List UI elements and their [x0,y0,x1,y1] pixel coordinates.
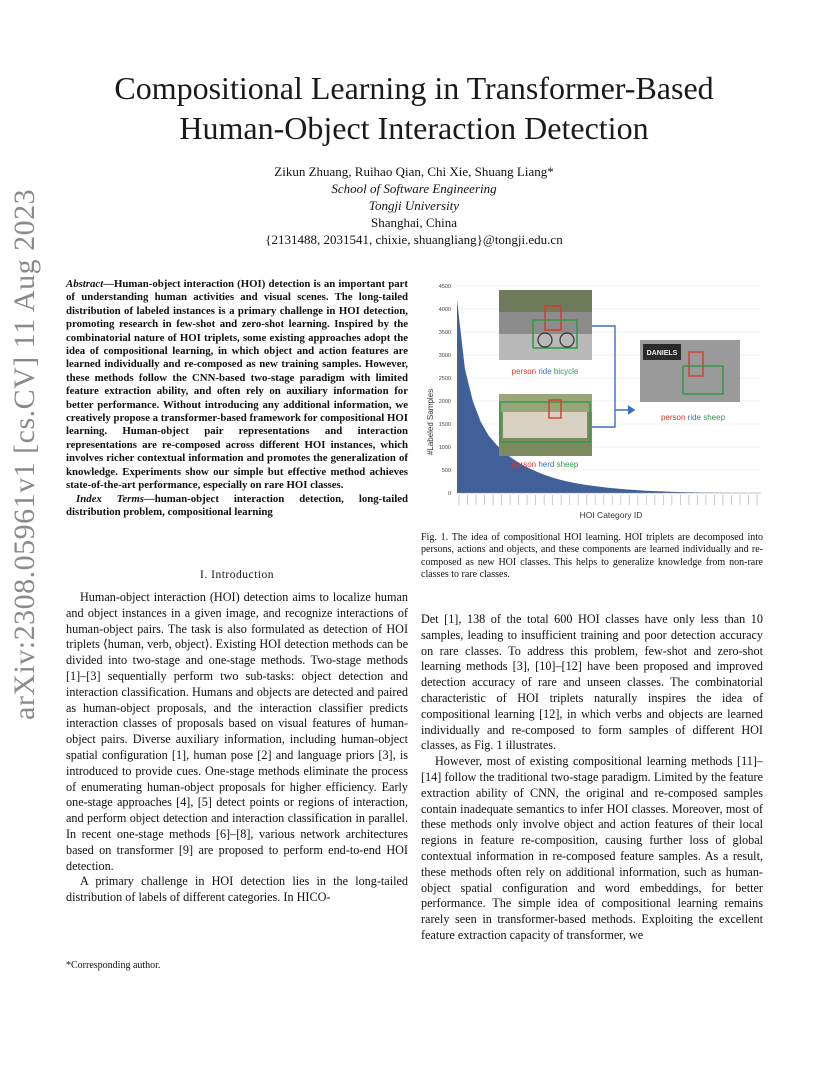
title-line-1: Compositional Learning in Transformer-Based [114,70,714,106]
index-terms-text: —human-object interaction detection, long-tailed distribution problem, compositional learning [66,492,409,518]
composition-arrows [592,326,634,427]
right-paragraph-1: Det [1], 138 of the total 600 HOI classes have only less than 10 samples, leading to insufficient training and poor detection accuracy on rare classes. To address this problem, few-shot and zero-shot learning methods [3], [10]–[12] have been proposed and improved detection accuracy of rare and unseen classes. The combinatorial characteristic of HOI triplets naturally inspires the idea of compositional learning [12], in which verbs and objects are learned individually and re-composed to form samples of different HOI classes, as Fig. 1 illustrates. [421,612,763,753]
y-tick-label: 4000 [438,307,451,313]
x-axis-ticks [459,495,757,505]
y-tick-label: 1000 [438,445,451,451]
y-tick-label: 0 [447,491,451,497]
affiliation-university: Tongji University [368,198,460,213]
figure-caption: Fig. 1. The idea of compositional HOI learning. HOI triplets are decomposed into persons, actions and objects, and these components are learned individually and re-composed as new HOI classes. This helps to generalize knowledge from non-rare classes to rare classes. [421,532,763,581]
photo-person-ride-bicycle [499,290,592,360]
author-block [150,163,678,248]
affiliation-school: School of Software Engineering [331,181,497,196]
right-paragraph-2: However, most of existing compositional learning methods [11]–[14] follow the traditional two-stage paradigm. Limited by the feature extraction ability of CNN, the original and re-composed samples contain inadequate semantics to infer HOI classes. Moreover, most of these methods only involve object and action features of their local regions in feature re-composition, causing further loss of global contextual information in re-composed feature samples. As a result, these methods often rely on additional information, such as human-object spatial configuration and word embeddings, for better performance. The simple idea of compositional learning remains rarely seen in transformer-based methods. Exploiting the excellent feature extraction capacity of transformer, we [421,754,763,942]
label-ride-bicycle: person ride bicycle [511,367,579,376]
y-tick-label: 3500 [438,330,451,336]
affiliation-city: Shanghai, China [371,215,457,230]
y-tick-label: 1500 [438,422,451,428]
abstract-text: —Human-object interaction (HOI) detection is an important part of understanding human activities and visual scenes. The long-tailed distribution of labeled instances is a primary challenge in HOI detection, promoting research in few-shot and zero-shot learning. Inspired by the combinatorial nature of HOI triplets, some existing approaches adopt the idea of compositional learning, in which object and action features are learned individually and re-composed as new training samples. However, these methods follow the CNN-based two-stage paradigm with limited feature extraction ability, and often rely on auxiliary information for better performance. Without introducing any additional information, we creatively propose a transformer-based framework for compositional HOI learning. Human-object pair representations and interaction representations are re-composed across different HOI instances, which involves richer contextual information and promotes the generalization of knowledge. Experiments show our simple but effective method achieves state-of-the-art performance, especially on rare HOI classes. [66,278,408,492]
svg-text:DANIELS: DANIELS [646,350,678,357]
y-tick-label: 4500 [438,284,451,290]
y-tick-label: 2500 [438,376,451,382]
y-axis-label: #Labeled Samples [426,388,435,456]
photo-person-ride-sheep [640,340,740,402]
y-tick-label: 500 [441,468,451,474]
paper-title [60,68,768,148]
footnote: *Corresponding author. [66,960,161,971]
label-ride-sheep: person ride sheep [660,413,726,422]
arxiv-side-stamp: arXiv:2308.05961v1 [cs.CV] 11 Aug 2023 [8,188,41,720]
abstract [66,278,408,519]
photo-person-herd-sheep [499,394,592,456]
y-axis-ticks [439,284,451,497]
intro-paragraph-1: Human-object interaction (HOI) detection aims to localize human and object instances in a given image, and recognize interactions of human-object pairs. The task is also formulated as detection of HOI triplets ⟨human, verb, object⟩. Existing HOI detection methods can be divided into two-stage and one-stage methods. Two-stage methods [1]–[3] sequentially perform two sub-tasks: object detection and interaction classification. Humans and objects are detected and paired as human-object proposals, and the interaction classifier predicts interaction classes of proposals based on visual features of human-object pairs. Diverse auxiliary information, including human-object spatial configuration [1], human pose [2] and language priors [3], is introduced to provide cues. One-stage methods eliminate the process of enumerating human-object proposals for higher efficiency. Early one-stage approaches [4], [5] detect points or regions of interaction, and perform object detection and interaction classification in parallel. In recent one-stage methods [6]–[8], various network architectures based on transformer [9] are proposed to perform end-to-end HOI detection. [66,590,408,873]
intro-left-column [66,590,408,906]
intro-right-column [421,612,763,944]
figure-1 [421,282,763,522]
author-names: Zikun Zhuang, Ruihao Qian, Chi Xie, Shuang Liang* [274,164,554,179]
x-axis-label: HOI Category ID [579,510,643,520]
author-emails: {2131488, 2031541, chixie, shuangliang}@tongji.edu.cn [265,232,563,247]
y-tick-label: 3000 [438,353,451,359]
index-terms-label: Index Terms [76,492,144,505]
abstract-label: Abstract [66,278,104,290]
title-line-2: Human-Object Interaction Detection [179,110,649,146]
label-herd-sheep: person herd sheep [511,460,579,469]
y-tick-label: 2000 [438,399,451,405]
intro-paragraph-2: A primary challenge in HOI detection lies in the long-tailed distribution of labels of different categories. In HICO- [66,874,408,905]
section-heading: I. Introduction [200,569,274,581]
